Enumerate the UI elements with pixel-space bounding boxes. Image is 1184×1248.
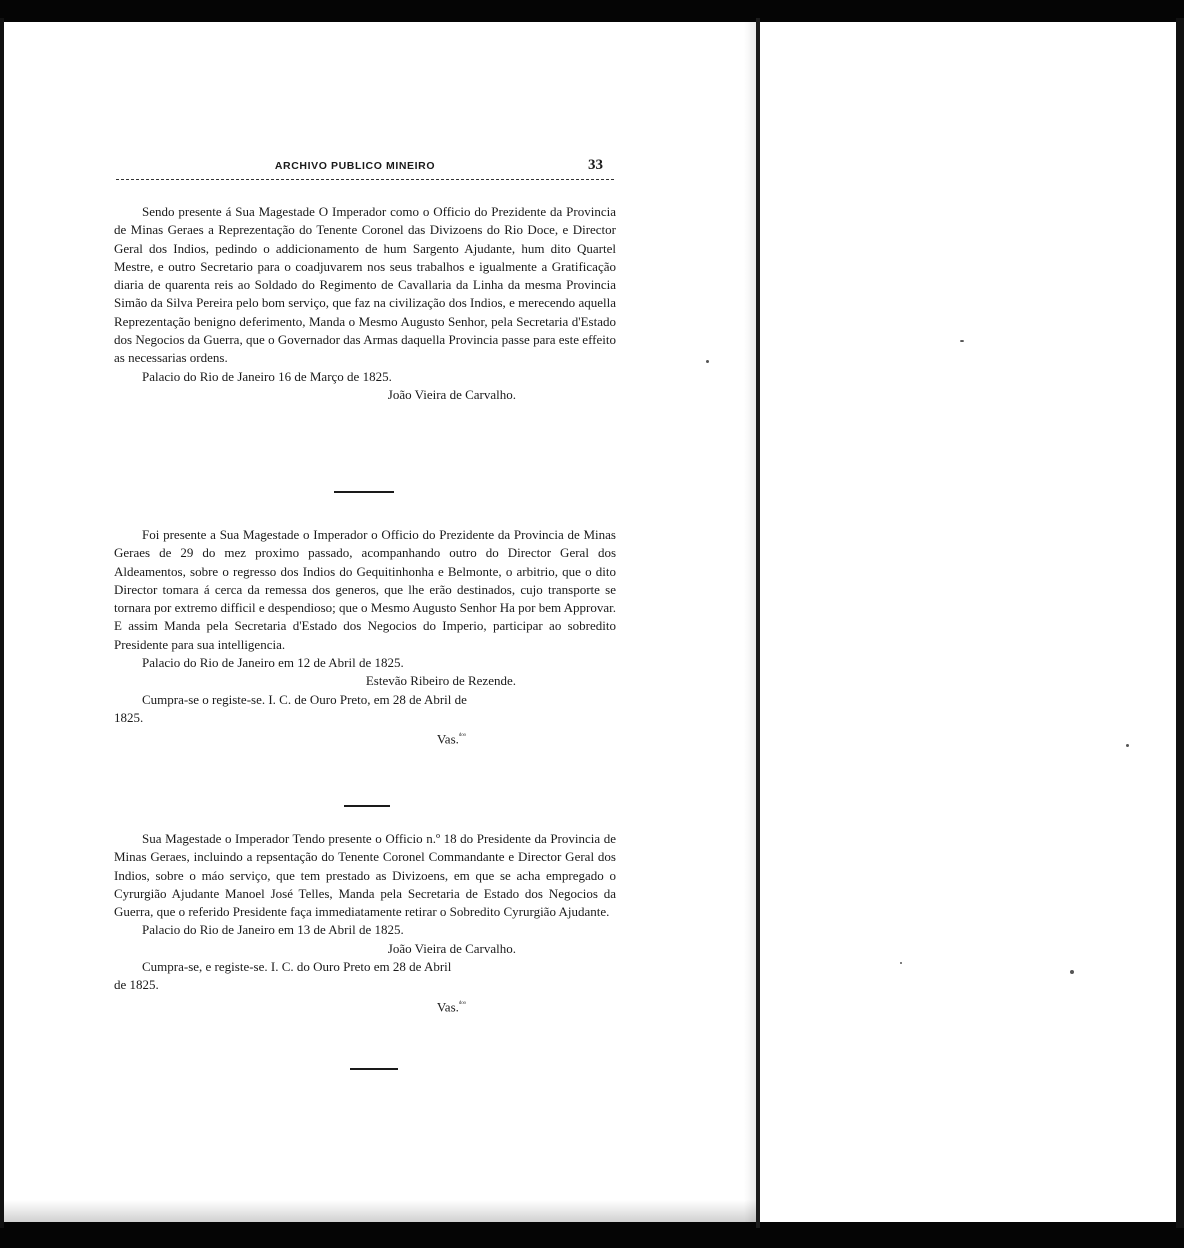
document-3-place-date: Palacio do Rio de Janeiro em 13 de Abril de 1825. [142,922,404,938]
document-3-body: Sua Magestade o Imperador Tendo presente o Officio n.º 18 do Presidente da Provincia de Minas Geraes, incluindo a repsentação do Tenente Coronel Commandante e Director Geral dos Indios, sobre o máo serviço, que tem prestado as Divizoens, em que se acha empregado o Cyrurgião Ajudante Manoel José Telles, Manda pela Secretaria de Estado dos Negocios da Guerra, que o referido Presidente faça immediatamente retirar o Sobredito Cyrurgião Ajudante. [114,831,616,920]
document-2 [114,526,616,749]
document-3-registry-note: Cumpra-se, e registe-se. I. C. do Ouro Preto em 28 de Abril [142,959,452,975]
paper-speck [960,340,964,342]
rubric-text: Vas. [436,731,459,747]
scan-bottom-border [0,1222,1184,1248]
rubric-text: Vas. [436,999,459,1014]
document-1-place-date: Palacio do Rio de Janeiro 16 de Março de 1825. [142,368,392,384]
document-3 [114,830,616,1016]
section-separator [334,491,394,493]
document-2-rubric [114,727,616,749]
book-gutter [756,18,760,1228]
paper-speck [900,962,902,964]
paper-speck [706,360,709,363]
document-1-body: Sendo presente á Sua Magestade O Imperador como o Officio do Prezidente da Provincia de Minas Geraes a Reprezentação do Tenente Coronel das Divizoens do Rio Doce, e Director Geral dos Indios, pedindo o addicionamento de hum Sargento Ajudante, hum dito Quartel Mestre, e outro Secretario para o coadjuvarem nos seus trabalhos e igualmente a Gratificação diaria de quarenta reis ao Soldado do Regimento de Cavallaria da Linha da mesma Provincia Simão da Silva Pereira pelo bom serviço, que faz na civilização dos Indios, e merecendo aquella Reprezentação benigno deferimento, Manda o Mesmo Augusto Senhor, pela Secretaria d'Estado dos Negocios da Guerra, que o Governador das Armas daquella Provincia passe para este effeito as necessarias ordens. [114,204,616,366]
document-2-registry-year: 1825. [114,709,144,725]
document-2-body: Foi presente a Sua Magestade o Imperador o Officio do Prezidente da Provincia de Minas Geraes de 29 do mez proximo passado, acompanhando outro do Director Geral dos Aldeamentos, sobre o regresso dos Indios do Gequitinhonha e Belmonte, o arbitrio, que o dito Director tomara á cerca da remessa dos generos, que lhe erão destinados, cujo transporte se tornara por extremo difficil e despendioso; que o Mesmo Augusto Senhor Ha por bem Approvar. E assim Manda pela Secretaria d'Estado dos Negocios do Imperio, participar ao sobredito Presidente para sua intelligencia. [114,527,616,652]
document-3-rubric [114,995,616,1017]
section-separator [344,805,390,807]
document-3-signature: João Vieira de Carvalho. [387,940,516,956]
running-header-title: ARCHIVO PUBLICO MINEIRO [274,160,436,172]
rubric-mark: ᵈᵒᵒ [458,998,466,1008]
scan-left-edge [0,18,4,1228]
page-number: 33 [588,157,603,173]
document-3-registry-year: de 1825. [114,977,159,993]
section-separator [350,1068,398,1070]
paper-speck [1126,744,1129,747]
document-2-signature: Estevão Ribeiro de Rezende. [365,673,516,689]
scan-right-edge [1176,18,1184,1228]
scan-top-border [0,0,1184,22]
document-1 [114,203,616,404]
header-rule [116,179,614,180]
book-gutter-shadow [744,18,756,1228]
document-2-place-date: Palacio do Rio de Janeiro em 12 de Abril de 1825. [142,655,404,671]
page-bottom-shadow [4,1200,756,1222]
document-2-registry-note: Cumpra-se o registe-se. I. C. de Ouro Preto, em 28 de Abril de [142,691,467,707]
document-1-signature: João Vieira de Carvalho. [387,386,516,402]
paper-speck [1070,970,1074,974]
rubric-mark: ᵈᵒᵒ [458,731,466,741]
